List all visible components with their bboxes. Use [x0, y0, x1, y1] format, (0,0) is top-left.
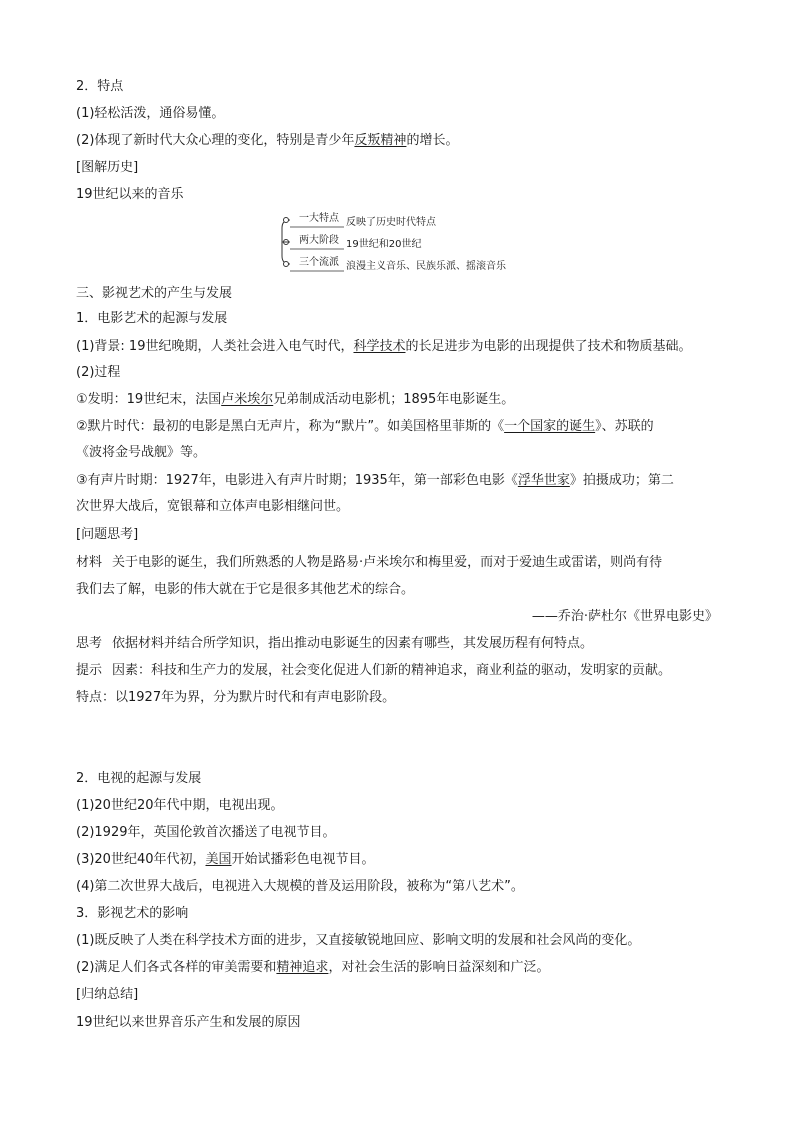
mind-map-desc-2: 19世纪和20世纪 [346, 239, 422, 250]
music-mind-map [276, 210, 536, 274]
influence-line-1: (1)既反映了人类在科学技术方面的进步，又直接敏锐地回应、影响文明的发展和社会风尚的变化。 [76, 933, 641, 948]
think-question: 思考 依据材料并结合所学知识，指出推动电影诞生的因素有哪些，其发展历程有何特点。 [76, 636, 594, 651]
subheading-film: 1．电影艺术的起源与发展 [76, 311, 228, 326]
film-sound-era-cont: 次世界大战后，宽银幕和立体声电影相继问世。 [76, 499, 350, 514]
box-title-tujie: [图解历史] [76, 160, 139, 175]
mind-map-label-3: 三个流派 [299, 257, 339, 268]
underlined-term: 卢米埃尔 [221, 392, 274, 407]
tv-line-3: (3)20世纪40年代初，美国开始试播彩色电视节目。 [76, 852, 375, 867]
underlined-term: 精神追求 [276, 960, 329, 975]
tujie-subtitle: 19世纪以来的音乐 [76, 187, 184, 202]
feature-line-2: (2)体现了新时代大众心理的变化，特别是青少年反叛精神的增长。 [76, 133, 459, 148]
guina-subtitle: 19世纪以来世界音乐产生和发展的原因 [76, 1015, 301, 1030]
tv-line-4: (4)第二次世界大战后，电视进入大规模的普及运用阶段，被称为“第八艺术”。 [76, 879, 524, 894]
underlined-term: 科学技术 [353, 339, 406, 354]
film-sound-era: ③有声片时期：1927年，电影进入有声片时期；1935年，第一部彩色电影《浮华世家》拍摄成功；第二 [76, 473, 674, 488]
film-invention: ①发明：19世纪末，法国卢米埃尔兄弟制成活动电影机；1895年电影诞生。 [76, 392, 515, 407]
film-process-heading: (2)过程 [76, 365, 121, 380]
mind-map-label-2: 两大阶段 [299, 235, 339, 246]
mind-map-label-1: 一大特点 [299, 213, 339, 224]
mind-map-desc-3: 浪漫主义音乐、民族乐派、摇滚音乐 [346, 261, 506, 272]
box-title-guina: [归纳总结] [76, 987, 139, 1002]
underlined-term: 反叛精神 [354, 133, 407, 148]
feature-answer: 特点：以1927年为界，分为默片时代和有声电影阶段。 [76, 690, 396, 705]
underlined-term: 浮华世家 [517, 473, 570, 488]
tv-line-1: (1)20世纪20年代中期，电视出现。 [76, 798, 284, 813]
section-heading-features: 2．特点 [76, 79, 124, 94]
subheading-influence: 3．影视艺术的影响 [76, 906, 189, 921]
material-line-2: 我们去了解，电影的伟大就在于它是很多其他艺术的综合。 [76, 582, 415, 597]
box-title-wenti: [问题思考] [76, 527, 139, 542]
underlined-term: 一个国家的诞生 [504, 419, 596, 434]
film-silent-era-cont: 《波将金号战舰》等。 [76, 445, 207, 460]
feature-line-1: (1)轻松活泼，通俗易懂。 [76, 106, 225, 121]
film-silent-era: ②默片时代：最初的电影是黑白无声片，称为“默片”。如美国格里菲斯的《一个国家的诞生》、苏联的 [76, 419, 654, 434]
subheading-tv: 2．电视的起源与发展 [76, 771, 202, 786]
section-heading-film-tv: 三、影视艺术的产生与发展 [76, 286, 233, 301]
film-background: (1)背景: 19世纪晚期，人类社会进入电气时代，科学技术的长足进步为电影的出现提供了技术和物质基础。 [76, 339, 692, 354]
underlined-term: 美国 [205, 852, 232, 867]
mind-map-desc-1: 反映了历史时代特点 [346, 217, 436, 228]
hint-answer: 提示 因素：科技和生产力的发展，社会变化促进人们新的精神追求，商业利益的驱动，发明家的贡献。 [76, 663, 672, 678]
material-line-1: 材料 关于电影的诞生，我们所熟悉的人物是路易·卢米埃尔和梅里爱，而对于爱迪生或雷诺，则尚有待 [76, 555, 663, 570]
material-source: ——乔治·萨杜尔《世界电影史》 [531, 609, 718, 624]
tv-line-2: (2)1929年，英国伦敦首次播送了电视节目。 [76, 825, 336, 840]
influence-line-2: (2)满足人们各式各样的审美需要和精神追求，对社会生活的影响日益深刻和广泛。 [76, 960, 550, 975]
